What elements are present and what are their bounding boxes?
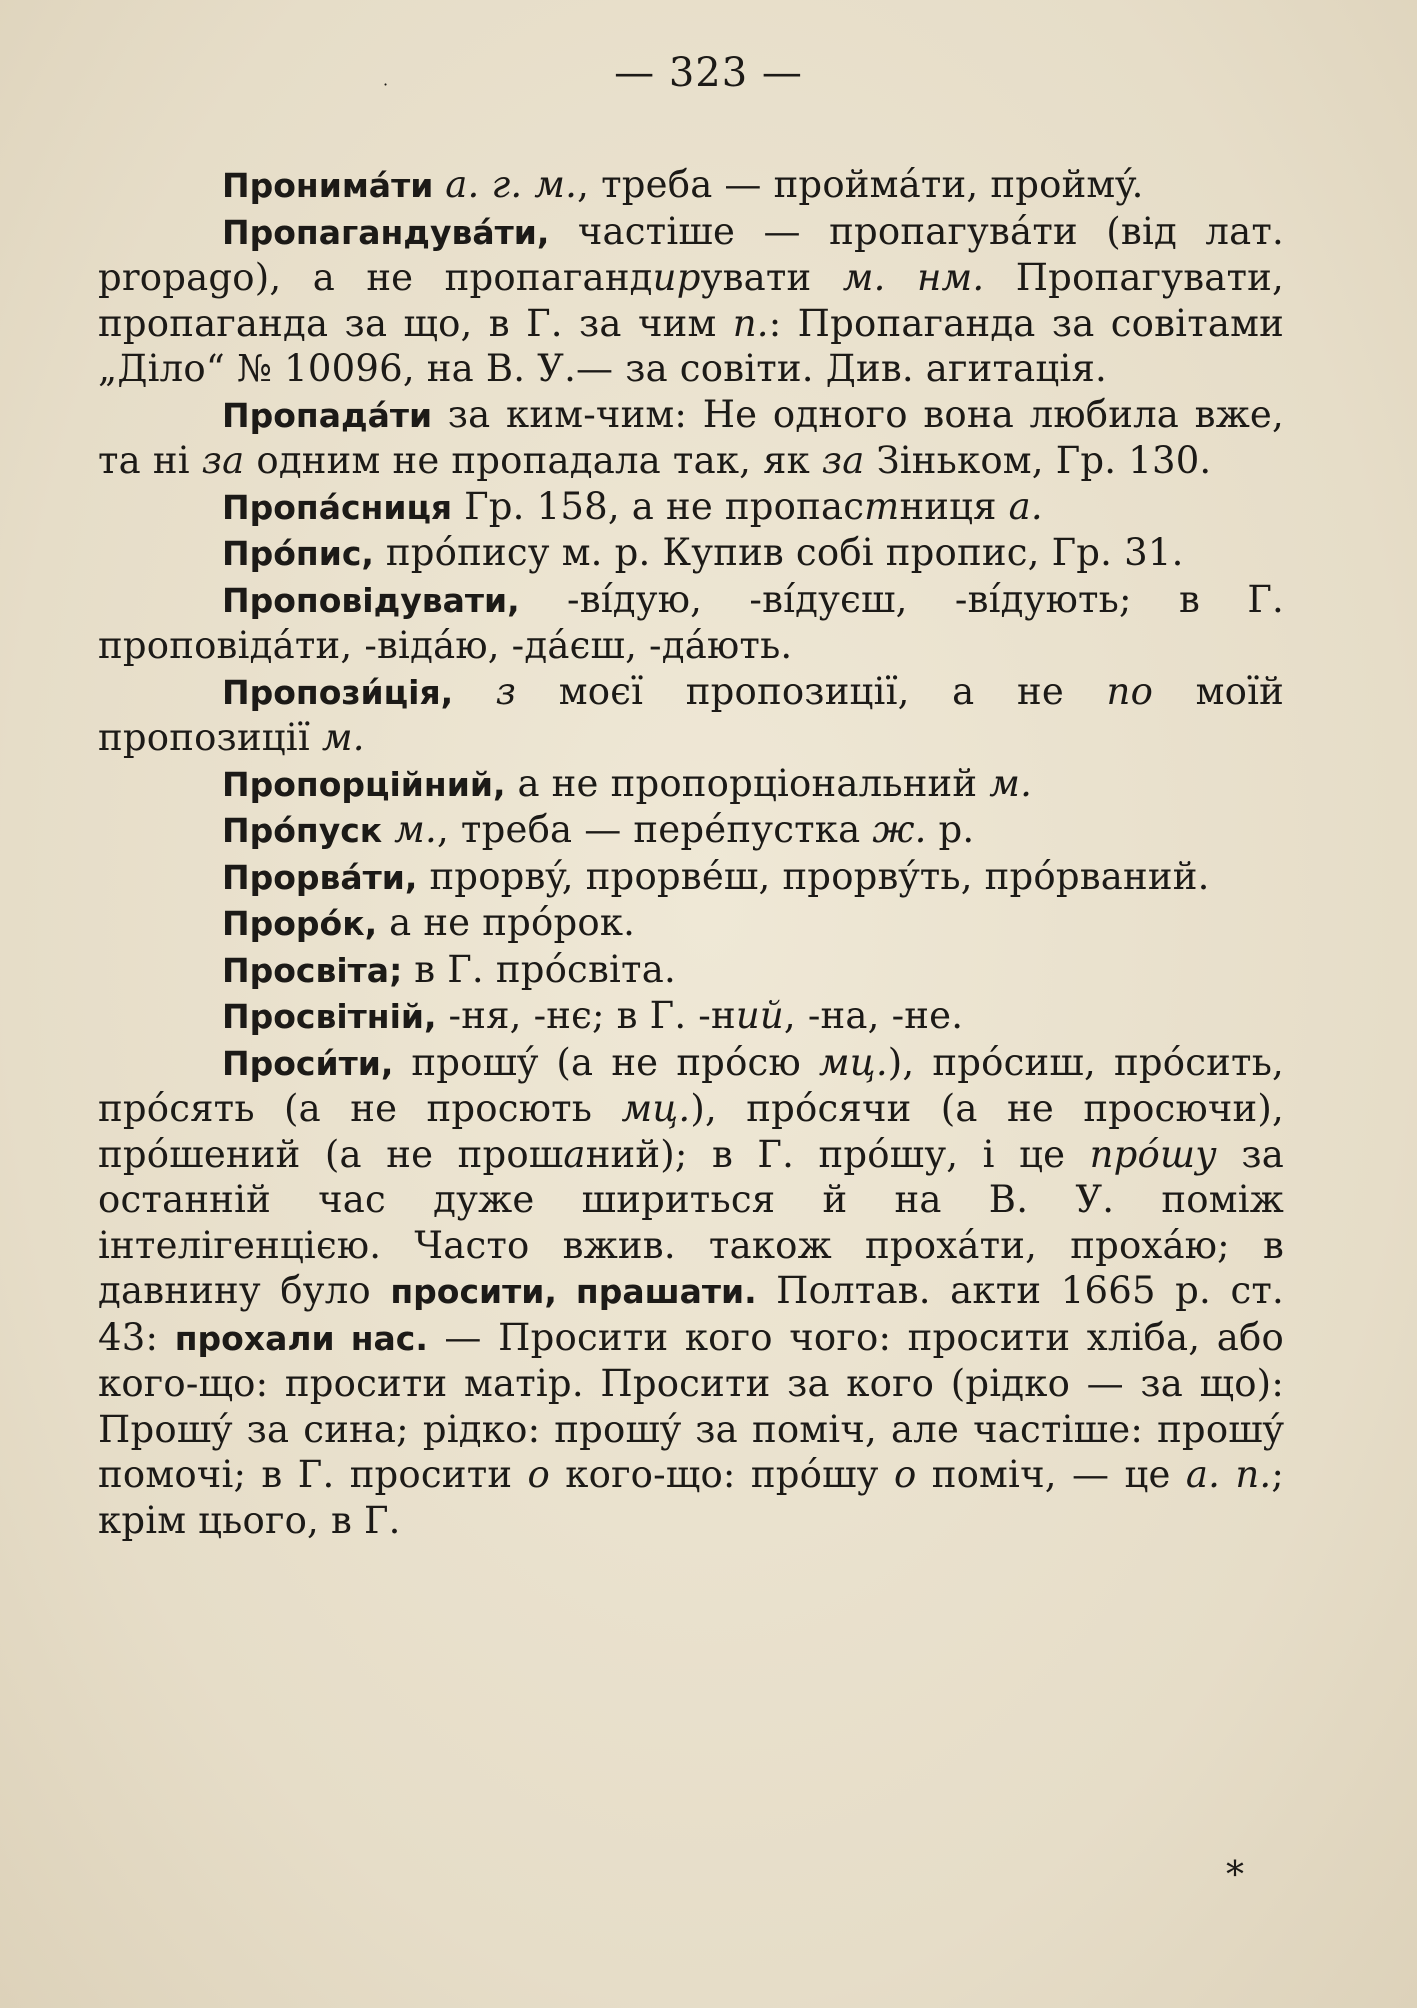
bold-citation: просити, прашати. [390, 1272, 757, 1311]
entry-headword: Проси́ти, [222, 1043, 394, 1083]
entry-text: Гр. 158, а не пропас [452, 484, 865, 528]
dictionary-entry [98, 577, 1284, 669]
italic-text: з [495, 669, 517, 713]
italic-text: по [1106, 669, 1154, 713]
entry-headword: Прóпуск [222, 811, 383, 850]
entry-text: одним не пропадала так, як [244, 439, 822, 482]
italic-text: о [527, 1453, 550, 1496]
signature-mark: * [1226, 1855, 1244, 1896]
entry-headword: Проповідувати, [222, 580, 520, 620]
entry-text [382, 808, 394, 851]
entry-text: а не прóрок. [377, 901, 636, 944]
italic-text: ж. [872, 808, 927, 851]
entry-headword: Пропадáти [222, 395, 433, 435]
dictionary-entry [98, 484, 1284, 531]
italic-text: м. [394, 808, 437, 851]
italic-text: м. [989, 761, 1033, 805]
italic-text: о [893, 1453, 917, 1496]
entry-text: Зіньком, Гр. 130. [864, 439, 1212, 482]
italic-text: а. г. м. [445, 163, 578, 206]
entry-text: прóпису м. р. Купив собі пропис, Гр. 31. [373, 531, 1184, 574]
italic-text: м. нм. [842, 256, 985, 299]
entry-text: р. [926, 808, 975, 851]
entry-text [453, 670, 496, 713]
italic-text: ий [735, 994, 784, 1037]
dictionary-entry [98, 209, 1284, 392]
entry-text: а не пропорціональний [505, 761, 990, 805]
entry-text: -вíдую, -вíдуєш, -вíдують; в Г. проповідáти, -відáю, -дáєш, -дáють. [98, 577, 1284, 667]
entry-text: ний); в Г. прóшу, і це [585, 1132, 1090, 1176]
italic-text: за [821, 439, 865, 482]
italic-text: прóшу [1089, 1132, 1217, 1176]
entry-text: Пропагувати, пропаганда за що, в Г. за чим [98, 256, 1284, 345]
italic-text: а. п. [1185, 1453, 1272, 1496]
page-speck: · [383, 75, 389, 94]
entry-text: увати [700, 256, 843, 299]
entry-headword: Пронимáти [222, 166, 434, 205]
entry-headword: Пропáсниця [222, 487, 453, 527]
dictionary-entry [98, 900, 1284, 947]
entry-text: в Г. прóсвіта. [402, 947, 676, 991]
entry-text: ), прóсиш, прóсить, прóсять (а не просють [98, 1040, 1284, 1130]
entry-text [433, 163, 445, 206]
page-number: — 323 — [614, 50, 803, 96]
dictionary-entry [98, 162, 1284, 209]
entry-headword: Прорвáти, [222, 857, 418, 897]
dictionary-entry [98, 530, 1284, 577]
entry-headword: Пропози́ція, [222, 672, 454, 712]
entry-text: -ня, -нє; в Г. -н [436, 994, 736, 1037]
italic-text: мц. [818, 1040, 888, 1084]
entry-text: частіше — пропагувáти (від лат. propago), а не пропаганд [98, 209, 1284, 299]
entry-headword: Просвітній, [222, 997, 437, 1036]
italic-text: а. [1008, 484, 1043, 528]
italic-text: а [563, 1132, 586, 1176]
dictionary-entry [98, 669, 1284, 761]
italic-text: т [864, 484, 900, 528]
entry-text: ), прóсячи (а не просючи), прóшений (а не прош [98, 1087, 1284, 1176]
entry-headword: Пропагандувáти, [222, 212, 550, 252]
entry-text: прошý (а не прóсю [393, 1040, 819, 1084]
entry-headword: Просвіта; [222, 950, 403, 990]
entry-text: за останній час дуже шириться й на В. У. поміж інтелігенцією. Часто вжив. також прохáти, прохáю; в давнину було [98, 1132, 1284, 1312]
entry-text: поміч, — це [916, 1453, 1186, 1496]
entry-text: ниця [899, 484, 1009, 528]
italic-text: ир [652, 256, 701, 299]
italic-text: п. [732, 301, 769, 345]
entry-headword: Пропорційний, [222, 764, 506, 804]
entry-headword: Прорóк, [222, 904, 378, 943]
entry-text: за ким-чим: Не одного вона любила вже, та ні [98, 392, 1284, 482]
entry-text: — Просити кого чого: просити хліба, або кого-що: просити матір. Просити за кого (рідко — за що): Прошý за сина; рідко: прошý за поміч, але частіше: прошý помочі; в Г. просити [98, 1315, 1285, 1496]
dictionary-entry [98, 761, 1284, 808]
entry-text: моїй пропозиції [98, 669, 1284, 759]
entry-text: : Пропаганда за совітами „Діло“ № 10096, на В. У.— за совіти. Див. агитація. [98, 301, 1284, 390]
entry-text: ; крім цього, в Г. [98, 1453, 1284, 1542]
entry-text: моєї пропозиції, а не [516, 669, 1107, 713]
dictionary-text [98, 162, 1284, 1543]
dictionary-entry [98, 947, 1284, 994]
entry-headword: Прóпис, [222, 534, 374, 573]
dictionary-entry [98, 854, 1284, 901]
entry-text: Полтав. акти 1665 р. ст. 43: [98, 1269, 1285, 1359]
entry-text: , -на, -не. [783, 994, 964, 1037]
dictionary-entry [98, 392, 1284, 484]
entry-text: кого-що: прóшу [550, 1453, 894, 1496]
entry-text: , треба — перéпустка [437, 808, 873, 851]
entry-text: прорвý, прорвéш, прорвýть, прóрваний. [417, 854, 1210, 898]
dictionary-entry [98, 993, 1284, 1040]
bold-citation: прохали нас. [174, 1318, 428, 1358]
entry-text: , треба — проймáти, проймý. [577, 163, 1144, 206]
italic-text: за [201, 439, 245, 482]
italic-text: мц. [621, 1087, 691, 1130]
italic-text: м. [321, 716, 365, 759]
dictionary-entry [98, 807, 1284, 854]
dictionary-entry [98, 1040, 1284, 1544]
